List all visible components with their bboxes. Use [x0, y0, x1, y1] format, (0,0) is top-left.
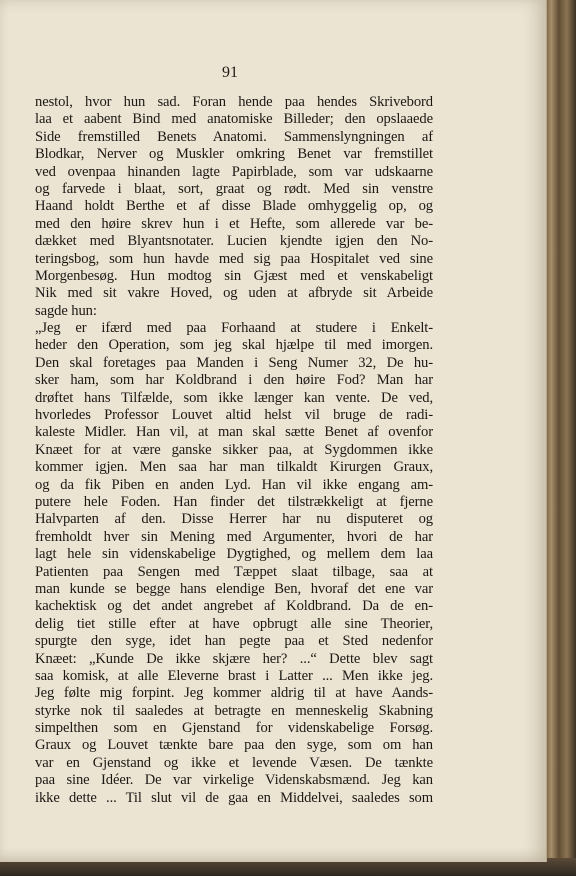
text-line: sagde hun: — [35, 302, 97, 319]
text-line: paa sine Idéer. De var virkelige Videnskabsmænd. Jeg kan — [35, 772, 433, 789]
text-line: Haand holdt Berthe et af disse Blade omhyggelig op, og — [35, 198, 433, 215]
page-number: 91 — [222, 64, 238, 81]
text-line: ikke dette ... Til slut vil de gaa en Middelvei, saaledes som — [35, 789, 433, 806]
text-line: hvorledes Professor Louvet altid helst vil bruge de radi- — [35, 407, 433, 424]
text-line: simpelthen som en Gjenstand for videnskabelige Forsøg. — [35, 720, 433, 737]
text-line: Morgenbesøg. Hun modtog sin Gjæst med et venskabeligt — [35, 267, 433, 284]
text-line: fremholdt hver sin Mening med Argumenter, hvori de har — [35, 528, 433, 545]
text-line: nestol, hvor hun sad. Foran hende paa hendes Skrivebord — [35, 94, 433, 110]
text-line: sker ham, som har Koldbrand i den høire Fod? Man har — [35, 372, 433, 389]
text-line: Knæet for at være ganske sikker paa, at Sygdommen ikke — [35, 441, 433, 458]
text-line: Den skal foretages paa Manden i Seng Numer 32, De hu- — [35, 354, 433, 371]
text-line: teringsbog, som hun havde med sig paa Hospitalet ved sine — [35, 250, 433, 267]
text-line: og da fik Piben en anden Lyd. Han vil ikke engang am- — [35, 476, 433, 493]
text-line: styrke nok til saaledes at betragte en menneskelig Skabning — [35, 702, 433, 719]
text-line: putere hele Foden. Han finder det tilstrækkeligt at fjerne — [35, 493, 433, 510]
book-edge-right — [545, 0, 576, 876]
text-line: heder den Operation, som jeg skal hjælpe til med imorgen. — [35, 337, 433, 354]
text-line: laa et aabent Bind med anatomiske Billeder; den opslaaede — [35, 111, 433, 128]
text-line: kaleste Midler. Han vil, at man skal sætte Benet af ovenfor — [35, 424, 433, 441]
text-line: Nik med sit vakre Hoved, og uden at afbryde sit Arbeide — [35, 285, 433, 302]
text-line: drøftet hans Tilfælde, som ikke længer kan vente. De ved, — [35, 389, 433, 406]
text-line: Halvparten af den. Disse Herrer har nu disputeret og — [35, 511, 433, 528]
text-line: ved ovenpaa hinanden lagte Papirblade, som var udskaarne — [35, 163, 433, 180]
text-line: saa komisk, at alle Eleverne brast i Latter ... Men ikke jeg. — [35, 667, 433, 684]
text-line: og farvede i blaat, sort, graat og rødt. Med sin venstre — [35, 180, 433, 197]
text-line: „Jeg er ifærd med paa Forhaand at studere i Enkelt- — [35, 320, 433, 337]
text-line: dækket med Blyantsnotater. Lucien kjendte igjen den No- — [35, 233, 433, 250]
text-line: Knæet: „Kunde De ikke skjære her? ...“ Dette blev sagt — [35, 650, 433, 667]
text-line: Jeg følte mig forpint. Jeg kommer aldrig til at have Aands- — [35, 685, 433, 702]
text-line: man kunde se begge hans elendige Ben, hvoraf det ene var — [35, 580, 433, 597]
text-line: kommer igjen. Men saa har man tilkaldt Kirurgen Graux, — [35, 459, 433, 476]
body-text — [35, 94, 433, 807]
text-line: spurgte den syge, idet han pegte paa et Sted nedenfor — [35, 633, 433, 650]
text-line: lagt hele sin videnskabelige Dygtighed, og mellem dem laa — [35, 546, 433, 563]
text-line: Patienten paa Sengen med Tæppet slaat tilbage, saa at — [35, 563, 433, 580]
text-line: var en Gjenstand og ikke et levende Væsen. De tænkte — [35, 754, 433, 771]
text-line: Blodkar, Nerver og Muskler omkring Benet var fremstillet — [35, 146, 433, 163]
text-line: Side fremstilled Benets Anatomi. Sammenslyngningen af — [35, 128, 433, 145]
text-line: Graux og Louvet tænkte bare paa den syge, som om han — [35, 737, 433, 754]
text-line: delig tiet stille efter at have opbrugt alle sine Theorier, — [35, 615, 433, 632]
text-line: med den høire skrev hun i et Hefte, som allerede var be- — [35, 215, 433, 232]
text-line: kachektisk og det andet angrebet af Koldbrand. Da de en- — [35, 598, 433, 615]
